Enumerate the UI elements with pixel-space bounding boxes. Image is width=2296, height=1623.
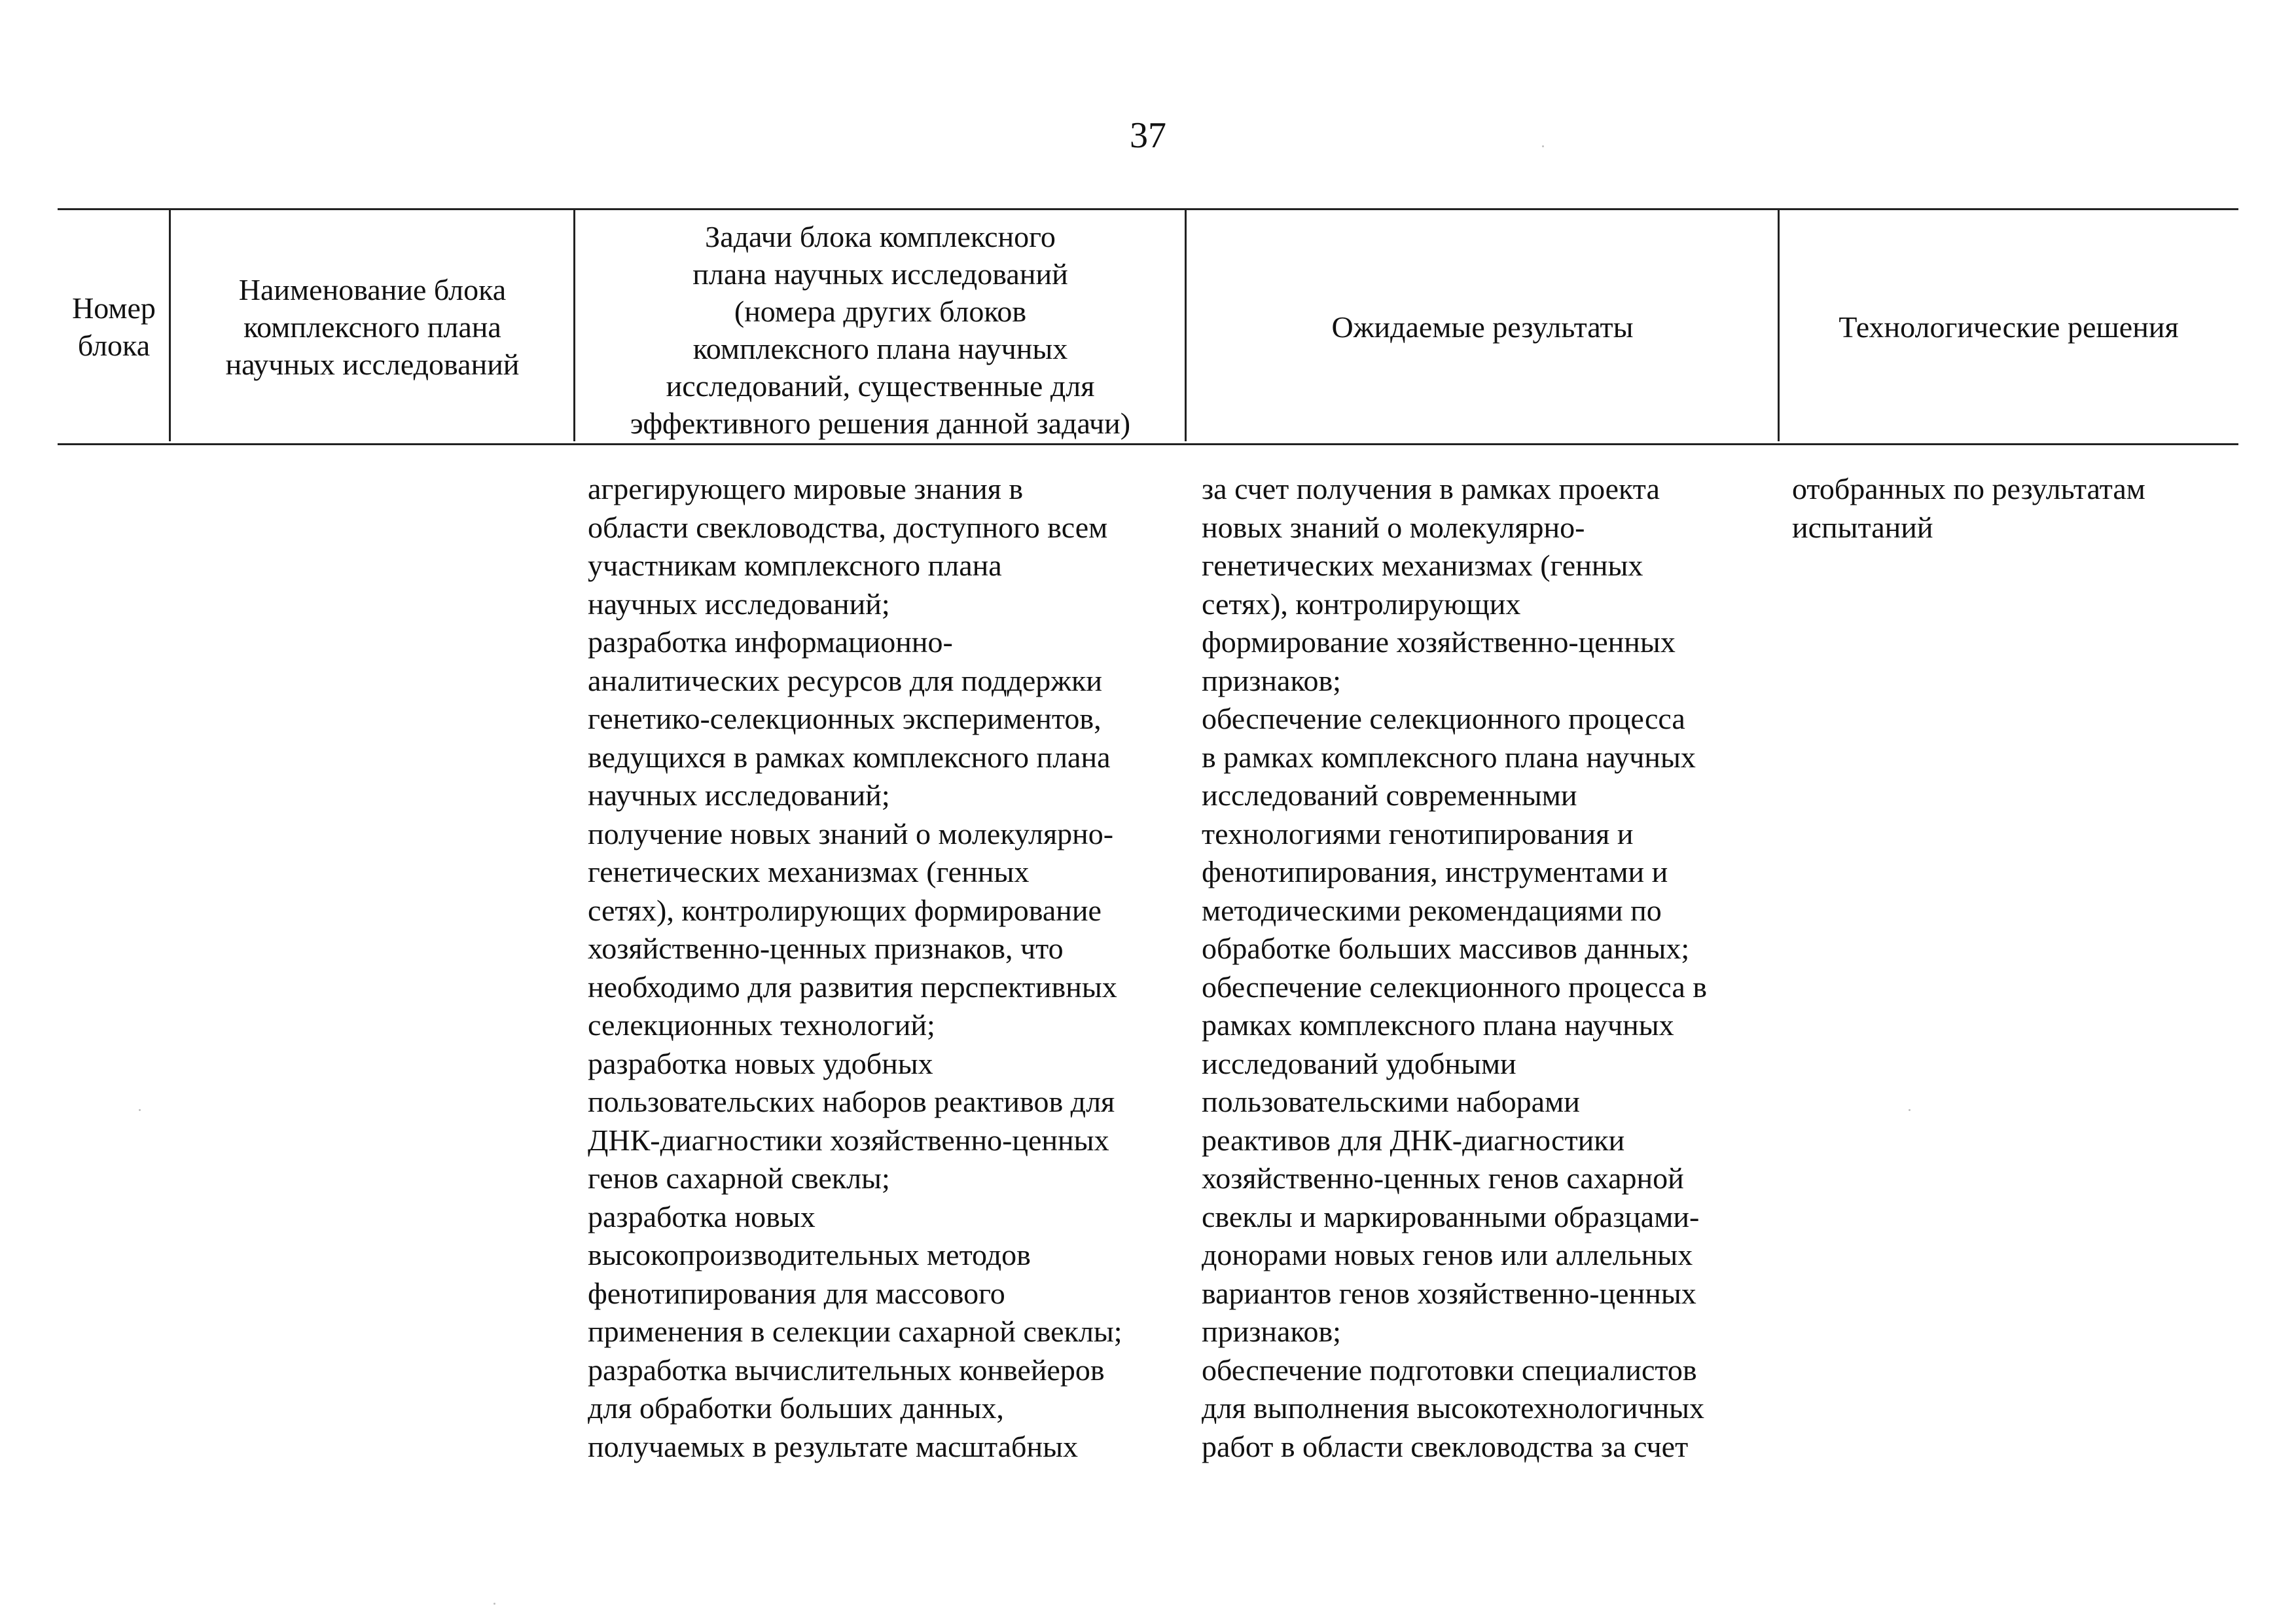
text-line: ведущихся в рамках комплексного плана bbox=[588, 740, 1111, 774]
header-line: комплексного плана bbox=[243, 310, 501, 344]
text-line: вариантов генов хозяйственно-ценных bbox=[1202, 1276, 1696, 1310]
text-line: технологиями генотипирования и bbox=[1202, 816, 1634, 850]
header-line: Номер bbox=[72, 291, 156, 325]
text-line: необходимо для развития перспективных bbox=[588, 970, 1117, 1004]
column-divider bbox=[1778, 208, 1780, 441]
tasks-column bbox=[588, 470, 1177, 1466]
text-line: пользовательскими наборами bbox=[1202, 1085, 1580, 1118]
text-line: обеспечение селекционного процесса в bbox=[1202, 970, 1708, 1004]
text-line: обеспечение подготовки специалистов bbox=[1202, 1353, 1697, 1387]
header-line: Наименование блока bbox=[238, 272, 507, 306]
text-line: в рамках комплексного плана научных bbox=[1202, 740, 1696, 774]
tech-solutions-column bbox=[1792, 470, 2237, 547]
header-cell-expected-results bbox=[1186, 210, 1779, 443]
text-line: исследований современными bbox=[1202, 778, 1577, 812]
scan-speck bbox=[1542, 145, 1544, 147]
text-line: применения в селекции сахарной свеклы; bbox=[588, 1315, 1122, 1348]
text-line: агрегирующего мировые знания в bbox=[588, 472, 1024, 505]
text-line: признаков; bbox=[1202, 663, 1341, 697]
text-line: методическими рекомендациями по bbox=[1202, 893, 1662, 927]
header-cell-tech-solutions bbox=[1779, 210, 2238, 443]
header-cell-block-name bbox=[170, 210, 575, 443]
text-line: фенотипирования для массового bbox=[588, 1276, 1005, 1310]
text-line: за счет получения в рамках проекта bbox=[1202, 472, 1660, 505]
text-line: разработка вычислительных конвейеров bbox=[588, 1353, 1105, 1387]
text-line: генетических механизмах (генных bbox=[1202, 549, 1643, 582]
scan-speck bbox=[493, 1603, 495, 1605]
text-line: области свекловодства, доступного всем bbox=[588, 510, 1108, 544]
header-cell-block-number bbox=[58, 210, 170, 443]
text-line: научных исследований; bbox=[588, 587, 890, 621]
text-line: разработка новых удобных bbox=[588, 1046, 933, 1080]
text-line: для обработки больших данных, bbox=[588, 1391, 1004, 1425]
text-line: получаемых в результате масштабных bbox=[588, 1429, 1078, 1463]
text-line: генов сахарной свеклы; bbox=[588, 1161, 890, 1195]
text-line: донорами новых генов или аллельных bbox=[1202, 1238, 1693, 1271]
text-line: фенотипирования, инструментами и bbox=[1202, 855, 1668, 888]
text-line: хозяйственно-ценных признаков, что bbox=[588, 932, 1064, 965]
text-line: аналитических ресурсов для поддержки bbox=[588, 663, 1103, 697]
text-line: получение новых знаний о молекулярно- bbox=[588, 816, 1114, 850]
text-line: обработке больших массивов данных; bbox=[1202, 932, 1690, 965]
text-line: высокопроизводительных методов bbox=[588, 1238, 1031, 1271]
text-line: сетях), контролирующих формирование bbox=[588, 893, 1102, 927]
header-line: Ожидаемые результаты bbox=[1331, 310, 1634, 344]
text-line: селекционных технологий; bbox=[588, 1008, 935, 1042]
results-column bbox=[1202, 470, 1778, 1466]
scan-speck bbox=[139, 1109, 141, 1111]
header-line: исследований, существенные для bbox=[666, 369, 1095, 403]
text-line: новых знаний о молекулярно- bbox=[1202, 510, 1585, 544]
header-line: комплексного плана научных bbox=[692, 332, 1068, 365]
text-line: пользовательских наборов реактивов для bbox=[588, 1085, 1115, 1118]
text-line: сетях), контролирующих bbox=[1202, 587, 1521, 621]
text-line: свеклы и маркированными образцами- bbox=[1202, 1199, 1700, 1233]
header-line: Задачи блока комплексного bbox=[705, 220, 1056, 253]
text-line: обеспечение селекционного процесса bbox=[1202, 702, 1685, 735]
header-line: блока bbox=[77, 329, 151, 362]
text-line: участникам комплексного плана bbox=[588, 549, 1002, 582]
text-line: испытаний bbox=[1792, 510, 1933, 544]
scan-speck bbox=[1909, 1109, 1910, 1111]
header-line: плана научных исследований bbox=[692, 257, 1068, 291]
text-line: ДНК-диагностики хозяйственно-ценных bbox=[588, 1123, 1109, 1157]
text-line: хозяйственно-ценных генов сахарной bbox=[1202, 1161, 1684, 1195]
text-line: работ в области свекловодства за счет bbox=[1202, 1429, 1689, 1463]
header-line: Технологические решения bbox=[1839, 310, 2179, 344]
text-line: для выполнения высокотехнологичных bbox=[1202, 1391, 1705, 1425]
header-line: эффективного решения данной задачи) bbox=[630, 407, 1131, 440]
column-divider bbox=[1185, 208, 1187, 441]
column-divider bbox=[573, 208, 575, 441]
header-cell-block-tasks bbox=[575, 210, 1186, 443]
text-line: рамках комплексного плана научных bbox=[1202, 1008, 1674, 1042]
text-line: исследований удобными bbox=[1202, 1046, 1516, 1080]
header-line: (номера других блоков bbox=[734, 295, 1027, 328]
text-line: разработка информационно- bbox=[588, 625, 953, 659]
text-line: признаков; bbox=[1202, 1315, 1341, 1348]
text-line: формирование хозяйственно-ценных bbox=[1202, 625, 1676, 659]
column-divider bbox=[169, 208, 171, 441]
text-line: генетических механизмах (генных bbox=[588, 855, 1030, 888]
text-line: разработка новых bbox=[588, 1199, 816, 1233]
text-line: реактивов для ДНК-диагностики bbox=[1202, 1123, 1625, 1157]
text-line: генетико-селекционных экспериментов, bbox=[588, 702, 1102, 735]
header-line: научных исследований bbox=[225, 347, 520, 381]
table-header bbox=[58, 208, 2238, 445]
text-line: научных исследований; bbox=[588, 778, 890, 812]
page-number: 37 bbox=[1130, 115, 1166, 156]
text-line: отобранных по результатам bbox=[1792, 472, 2145, 505]
